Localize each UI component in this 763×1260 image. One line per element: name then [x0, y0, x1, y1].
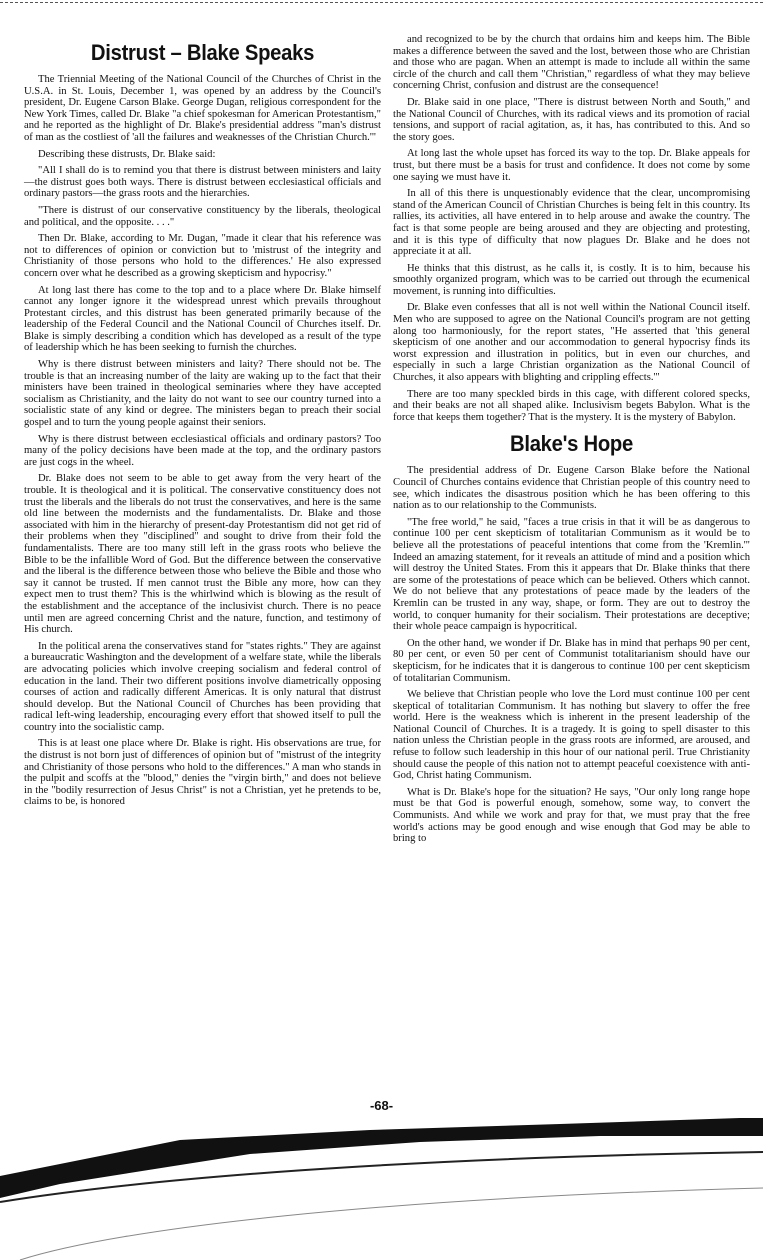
paragraph: Why is there distrust between ecclesiastical officials and ordinary pastors? Too many of the policy decisions have been made at the top, and the ordinary pastors are just cogs in the wheel.	[24, 433, 381, 468]
binding-fold-line	[20, 1188, 763, 1260]
paragraph: "The free world," he said, "faces a true crisis in that it will be as dangerous to continue 100 per cent skepticism of totalitarian Communism as it would be to believe all the protestations of peaceful intentions that come from the 'Kremlin.'" Indeed an amazing statement, for it reveals an attitude of mind and a position which will destroy the United States. From this it appears that Dr. Blake thinks that there are some of the protestations of peace which can be believed. Others which cannot. We do not believe that any protestations of peace made by the leaders of the Kremlin can be trusted in any way, shape, or form. They are out to destroy the world, to conquer humanity for their socialism. Their protestations are deceptive; their whole peace campaign is hypocritical.	[393, 516, 750, 633]
right-paragraphs-continued	[393, 34, 750, 423]
paragraph: What is Dr. Blake's hope for the situation? He says, "Our only long range hope must be that God is powerful enough, somehow, some way, to convert the Communists. And while we work and pray for that, we must pray that the free world's actions may be good enough and wise enough that God may be able to bring to	[393, 786, 750, 845]
paragraph: On the other hand, we wonder if Dr. Blake has in mind that perhaps 90 per cent, 80 per cent, or even 50 per cent of Communist totalitarianism should have our skepticism, for he indicates that it is dangerous to continue 100 per cent skepticism of totalitarian Communism.	[393, 637, 750, 684]
paragraph: At long last the whole upset has forced its way to the top. Dr. Blake appeals for trust, but there must be a basis for trust and confidence. It does not come by some one saying we must have it.	[393, 148, 750, 183]
top-perforation	[0, 2, 763, 3]
paragraph: He thinks that this distrust, as he calls it, is costly. It is to him, because his smoothly organized program, which was to be carried out through the ecumenical movement, is running into difficulties.	[393, 262, 750, 297]
paragraph: Why is there distrust between ministers and laity? There should not be. The trouble is that an increasing number of the laity are waking up to the fact that their ministers have been trained in theological seminaries where they have accepted socialism as Christianity, and the laity do not want to see our country turned into a socialistic state of any kind or degree. The ministers began to preach their social gospel and to turn the young people against their seniors.	[24, 359, 381, 429]
paragraph: The Triennial Meeting of the National Council of the Churches of Christ in the U.S.A. in St. Louis, December 1, was opened by an address by the Council's president, Dr. Eugene Carson Blake. George Dugan, religious correspondent for the New York Times, called Dr. Blake "a chief spokesman for American Protestantism," and he reported as the highlight of Dr. Blake's presidential address "man's distrust of man as the costliest of 'all the failures and weaknesses of the Christian Church.'"	[24, 74, 381, 143]
right-column	[393, 34, 750, 850]
paragraph: and recognized to be by the church that ordains him and keeps him. The Bible makes a difference between the saved and the lost, between those who are Christian and those who are pagan. When an attempt is made to include all within the same circle of the church and call them "Christian," regardless of what they may believe concerning Christ, confusion and distrust are the consequence!	[393, 34, 750, 92]
paragraph: This is at least one place where Dr. Blake is right. His observations are true, for the distrust is not born just of differences of opinion but of "mistrust of the integrity and Christianity of those persons who hold to the differences." A man who stands in the pulpit and scoffs at the "blood," denies the "virgin birth," and does not believe in the "bodily resurrection of Jesus Christ" is not a Christian, yet he pretends to be, claims to be, is honored	[24, 738, 381, 808]
paragraph: Describing these distrusts, Dr. Blake said:	[38, 148, 216, 160]
article-title-hope: Blake's Hope	[510, 431, 633, 457]
right-paragraphs-hope	[393, 465, 750, 844]
paragraph: Dr. Blake said in one place, "There is distrust between North and South," and the National Council of Churches, with its radical views and its promotion of racial tensions, and support of racial agitation, as, it has, has contributed to this. And so the story goes.	[393, 96, 750, 143]
paragraph: Then Dr. Blake, according to Mr. Dugan, "made it clear that his reference was not to differences of opinion or conviction but to 'mistrust of the integrity and Christianity of those persons who hold to the differences.' He also expressed concern over what he described as a growing skepticism and hypocrisy."	[24, 233, 381, 279]
paragraph: Dr. Blake even confesses that all is not well within the National Council itself. Men who are supposed to agree on the National Council's program are not getting along too harmoniously, for the report states, "He asserted that 'this general skepticism of one another and our accommodation to general hypocrisy finds its worst expression and illustration in politics, but in even our churches, and especially in such a large Christian organization as the National Council of Churches, it also appears with blighting and crippling effects.'"	[393, 302, 750, 384]
paragraph: At long last there has come to the top and to a place where Dr. Blake himself cannot any longer ignore it the widespread unrest which prevails throughout Protestant circles, and this distrust has been generated primarily because of the leadership of the Federal Council and the National Council of Churches itself. Dr. Blake is simply describing a condition which has developed as a result of the type of leadership which he has been seeking to furnish the churches.	[24, 284, 381, 354]
left-column	[24, 34, 381, 813]
paragraph: The presidential address of Dr. Eugene Carson Blake before the National Council of Churches contains evidence that Christian people of this country need to see, which indicates the disastrous position which he has been offering to this nation as to our relationship to the Communists.	[393, 465, 750, 512]
page-number: -68-	[369, 1098, 394, 1113]
paragraph: There are too many speckled birds in this cage, with different colored specks, and their beaks are not all shaped alike. Inclusivism begets Babylon. What is the force that keeps them together? That is the mystery. It is the mystery of Babylon.	[393, 388, 750, 423]
binding-edge-artifact	[0, 1118, 763, 1260]
paragraph: We believe that Christian people who love the Lord must continue 100 per cent skeptical of totalitarian Communism. It has nothing but slavery to offer the free world. Here is the weakness which is inherent in the present leadership of the National Council of Churches. It is a tragedy. It is going to spell disaster to this nation unless the Christian people in the grass roots are informed, are aroused, and refuse to follow such leadership in this hour of our national peril. True Christianity should cause the people of this nation not to attempt peaceful coexistence with anti-God, Christ hating Communism.	[393, 689, 750, 782]
paragraph: Dr. Blake does not seem to be able to get away from the very heart of the trouble. It is theological and it is political. The conservative constituency does not trust the liberals and the liberals do not trust the conservatives, and here is the same old line between the modernists and the fundamentalists. Dr. Blake and those associated with him in the hierarchy of present-day Protestantism did not get rid of their problems when they "disciplined" and sought to drive from their fold the fundamentalists. There are too many still left in the grass roots who believe the Bible to be the infallible Word of God. But the difference between the conservative and the liberal is the difference between those who believe the Bible and those who say it cannot be trusted. If men cannot trust the Bible any more, how can they expect men to trust them? This is the whirlwind which is blowing as the result of the establishment and the acceptance of the inclusivist church. There is no peace until men are agreed concerning Christ and the nature, function, and testimony of His church.	[24, 473, 381, 636]
paragraph: "All I shall do is to remind you that there is distrust between ministers and laity—the distrust goes both ways. There is distrust between ecclesiastical officials and ordinary pastors—the grass roots and the hierarchies.	[24, 165, 381, 200]
paragraph: "There is distrust of our conservative constituency by the liberals, theological and political, and the opposite. . . ."	[24, 204, 381, 228]
article-title-distrust: Distrust – Blake Speaks	[90, 40, 315, 65]
paragraph: In all of this there is unquestionably evidence that the clear, uncompromising stand of the American Council of Christian Churches is being felt in this country. Its rallies, its activities, all have entered in to help arouse and awake the country. The fact is that some people are being aroused and they are objecting and protesting, and it is this type of difficulty that now plagues Dr. Blake and he does not appreciate it at all.	[393, 188, 750, 258]
left-paragraphs	[24, 74, 381, 808]
paragraph: In the political arena the conservatives stand for "states rights." They are against a bureaucratic Washington and the development of a welfare state, while the liberals are advocating policies which involve creeping socialism and federal control of education in the land. Their two different positions involve diametrically opposing courses of action and radically different Americas. It is only natural that distrust should develop. But the National Council of Churches has been providing that radical left-wing leadership, encouraging every effort that showed itself to pull the country into the socialistic camp.	[24, 640, 381, 733]
